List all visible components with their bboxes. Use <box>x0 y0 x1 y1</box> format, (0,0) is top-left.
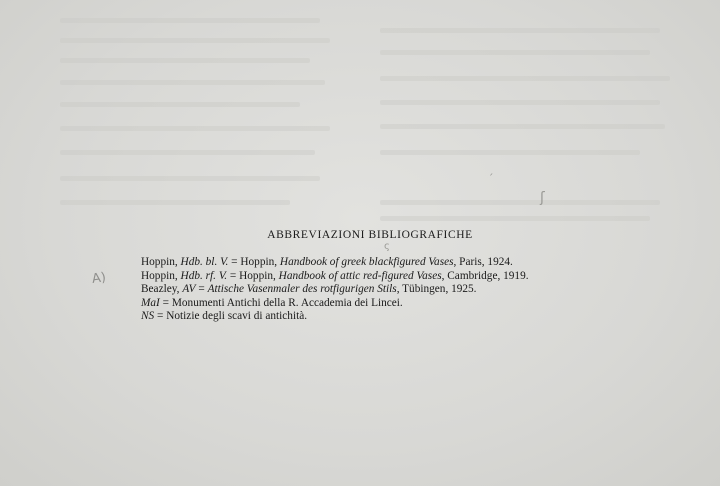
bleed-through-line <box>60 18 320 23</box>
entry-abbreviation: Hdb. rf. V. <box>180 269 228 282</box>
abbreviation-list <box>141 256 701 324</box>
page-title: ABBREVIAZIONI BIBLIOGRAFICHE <box>267 229 473 241</box>
list-item <box>141 310 701 324</box>
margin-pencil-note: A) <box>91 270 107 287</box>
bleed-through-line <box>60 200 290 205</box>
entry-equals: = <box>154 310 167 323</box>
bleed-through-line <box>380 124 665 129</box>
stray-pencil-mark: ˊ <box>488 172 494 185</box>
entry-equals: = Hoppin, <box>228 256 280 268</box>
entry-publication: , Tübingen, 1925. <box>396 283 477 296</box>
list-item <box>141 297 701 311</box>
entry-author: Beazley, <box>141 283 180 296</box>
bleed-through-line <box>380 76 670 81</box>
list-item <box>141 283 701 297</box>
bleed-through-line <box>380 200 660 205</box>
bleed-through-line <box>380 150 640 155</box>
entry-abbreviation: NS <box>141 310 155 323</box>
bleed-through-line <box>60 80 325 85</box>
bleed-through-line <box>380 216 650 221</box>
entry-equals: = <box>159 296 172 309</box>
list-item <box>141 256 701 270</box>
bleed-through-line <box>60 176 320 181</box>
entry-work-title: Handbook of attic red-figured Vases <box>278 269 442 282</box>
entry-abbreviation: AV <box>182 283 196 296</box>
entry-publication: , Paris, 1924. <box>453 256 513 268</box>
bleed-through-line <box>60 102 300 107</box>
bleed-through-line <box>60 58 310 63</box>
list-item <box>141 270 701 284</box>
entry-work-title: Handbook of greek blackfigured Vases <box>279 256 454 268</box>
bleed-through-line <box>60 150 315 155</box>
entry-publication: , Cambridge, 1919. <box>441 269 529 282</box>
entry-abbreviation: MaI <box>141 296 160 309</box>
bleed-through-line <box>60 38 330 43</box>
entry-work-title: Attische Vasenmaler des rotfigurigen Stils <box>207 283 397 296</box>
entry-description: Monumenti Antichi della R. Accademia dei Lincei. <box>171 296 403 309</box>
bleed-through-line <box>380 100 660 105</box>
bleed-through-line <box>380 50 650 55</box>
entry-equals: = Hoppin, <box>227 269 279 282</box>
bleed-through-line <box>60 126 330 131</box>
entry-description: Notizie degli scavi di antichità. <box>166 310 308 323</box>
entry-abbreviation: Hdb. bl. V. <box>180 256 229 268</box>
entry-author: Hoppin, <box>141 269 178 282</box>
entry-equals: = <box>195 283 208 296</box>
bleed-through-line <box>380 28 660 33</box>
entry-author: Hoppin, <box>141 256 178 268</box>
stray-pencil-mark: ʃ <box>540 190 545 206</box>
stray-pencil-mark: ς <box>384 241 390 252</box>
